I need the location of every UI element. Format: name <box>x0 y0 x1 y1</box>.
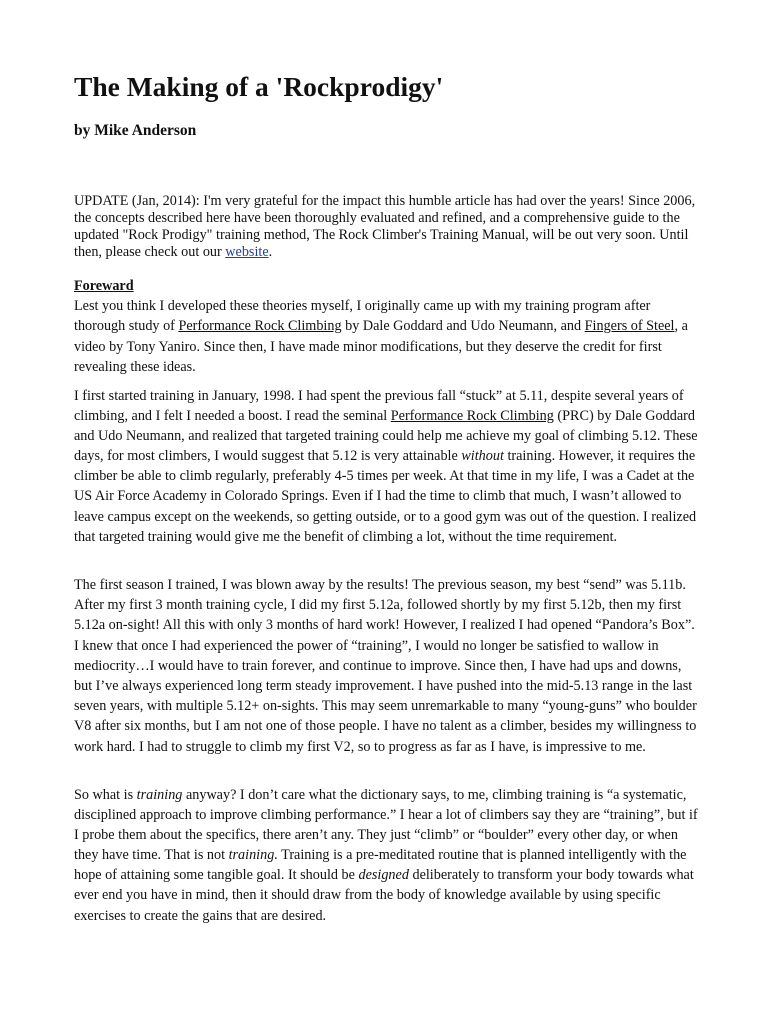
para4-emphasis-1: training <box>136 787 183 803</box>
update-text: UPDATE (Jan, 2014): I'm very grateful for the impact this humble article has had over the years! Since 2006, the concepts described here have been thoroughly evaluated and refined, and a comprehensive guide to the updated "Rock Prodigy" training method, The Rock Climber's Training Manual, will be out very soon. Until then, please check out our <box>74 193 696 260</box>
video-reference-fingers-of-steel: Fingers of Steel <box>584 318 675 335</box>
para4-emphasis-3: designed <box>358 867 409 884</box>
para2-text-3: training. However, it requires the climber be able to climb regularly, preferably 4-5 times per week. At that time in my life, I was a Cadet at the US Air Force Academy in Colorado Springs. Even if I had the time to climb that much, I wasn’t allowed to leave campus except on the weekends, so getting outside, or to a good gym was out of the question. I realized that targeted training would give me the benefit of climbing a lot, without the time requirement. <box>74 448 697 545</box>
paragraph-first-season: The first season I trained, I was blown away by the results! The previous season, my best “send” was 5.11b. After my first 3 month training cycle, I did my first 5.12a, followed shortly by my first 5.12b, then my first 5.12a on-sight! All this with only 3 months of hard work! However, I realized I had opened “Pandora’s Box”. I knew that once I had experienced the power of “training”, I would no longer be satisfied to wallow in mediocrity…I would have to train forever, and continue to improve. Since then, I have had ups and downs, but I’ve always experienced long term steady improvement. I have pushed into the mid-5.13 range in the last seven years, with multiple 5.12+ on-sights. This may seem unremarkable to many “young-guns” who boulder V8 after six months, but I am not one of those people. I have no talent as a climber, besides my willingness to work hard. I had to struggle to climb my first V2, so to progress as far as I have, is impressive to me. <box>74 577 697 755</box>
para4-emphasis-2: training. <box>228 847 278 864</box>
paragraph-training-start <box>74 386 698 547</box>
foreward-text-3: , a video by Tony Yaniro. Since then, I have made minor modifications, but they deserve the credit for first revealing these ideas. <box>74 318 688 375</box>
byline: by Mike Anderson <box>74 122 197 139</box>
para4-text-1: So what is <box>74 787 137 803</box>
para4-text-3: Training is a pre-meditated routine that is planned intelligently with the hope of attaining some tangible goal. It should be <box>74 847 687 884</box>
para2-text-2: (PRC) by Dale Goddard and Udo Neumann, and realized that targeted training could help me achieve my goal of climbing 5.12. These days, for most climbers, I would suggest that 5.12 is very attainable <box>74 408 698 465</box>
paragraph-what-is-training <box>74 785 698 926</box>
foreward-heading: Foreward <box>74 278 134 294</box>
website-link[interactable]: website <box>225 244 269 260</box>
para2-emphasis: without <box>461 448 504 465</box>
foreward-text-1: Lest you think I developed these theories myself, I originally came up with my training program after thorough study of <box>74 298 651 335</box>
update-text-end: . <box>268 244 273 260</box>
foreward-paragraph <box>74 296 698 377</box>
para4-text-2: anyway? I don’t care what the dictionary says, to me, climbing training is “a systematic, disciplined approach to improve climbing performance.” I hear a lot of climbers say they are “training”, but if I probe them about the specifics, there aren’t any. They just “climb” or “boulder” every other day, or when they have time. That is not <box>74 787 698 864</box>
para2-text-1: I first started training in January, 1998. I had spent the previous fall “stuck” at 5.11, despite several years of climbing, and I felt I needed a boost. I read the seminal <box>74 388 684 425</box>
book-reference-prc-2: Performance Rock Climbing <box>390 408 554 425</box>
para4-text-4: deliberately to transform your body towards what ever end you have in mind, then it should draw from the body of knowledge available by using specific exercises to create the gains that are desired. <box>74 867 694 924</box>
foreward-text-2: by Dale Goddard and Udo Neumann, and <box>341 318 585 335</box>
page-title: The Making of a 'Rockprodigy' <box>74 71 444 102</box>
book-reference-prc: Performance Rock Climbing <box>178 318 342 335</box>
update-paragraph <box>74 193 698 261</box>
